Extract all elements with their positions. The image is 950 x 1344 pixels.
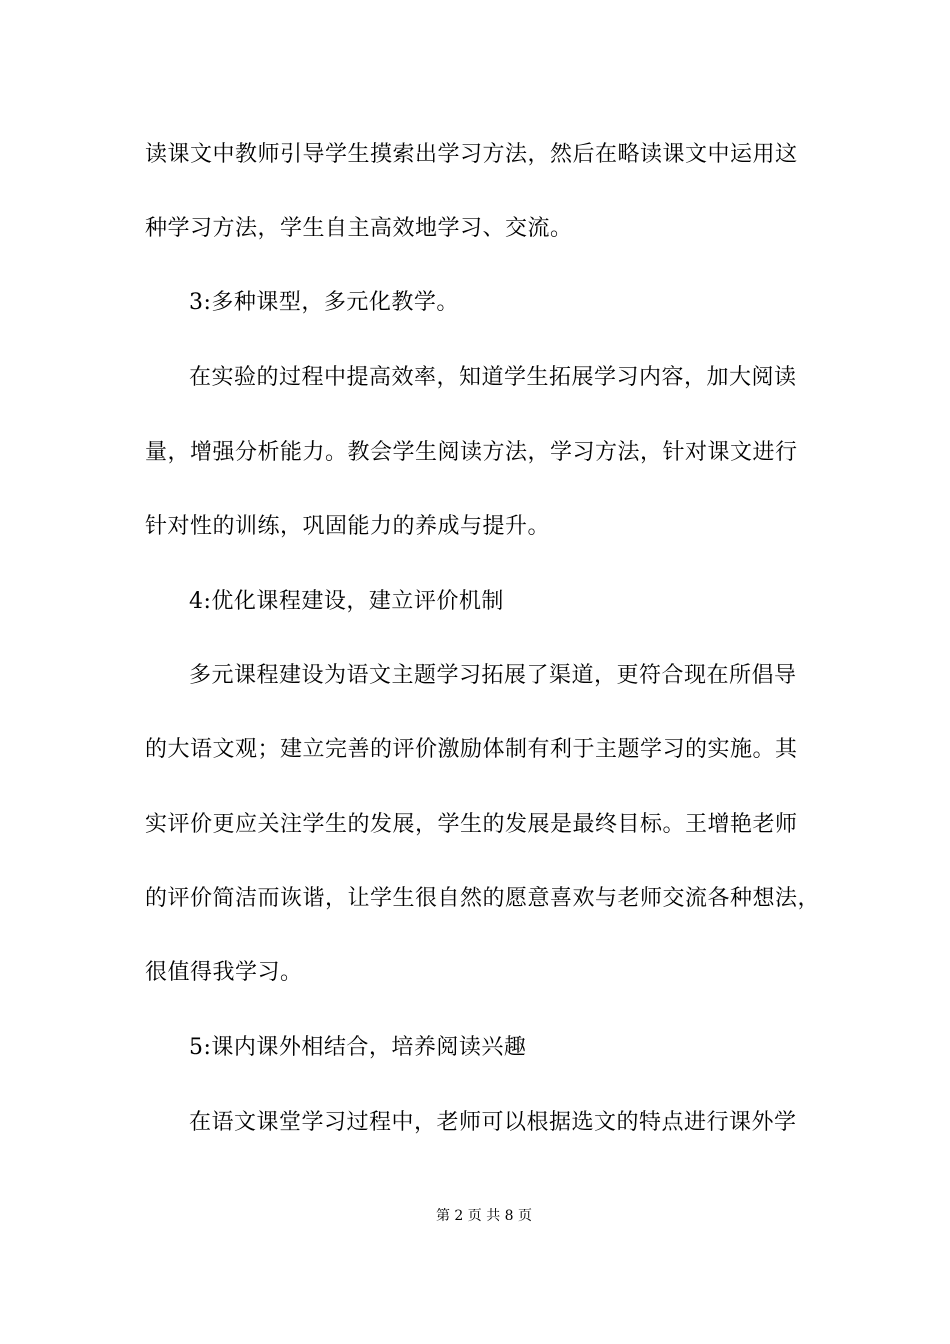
text-line: 的评价简洁而诙谐，让学生很自然的愿意喜欢与老师交流各种想法， bbox=[145, 886, 821, 911]
text-line: 很值得我学习。 bbox=[145, 960, 303, 985]
text-line: 的大语文观；建立完善的评价激励体制有利于主题学习的实施。其 bbox=[145, 737, 798, 762]
text-line: 种学习方法，学生自主高效地学习、交流。 bbox=[145, 216, 573, 241]
text-line: 实评价更应关注学生的发展，学生的发展是最终目标。王增艳老师 bbox=[145, 812, 798, 837]
text-line: 在语文课堂学习过程中，老师可以根据选文的特点进行课外学 bbox=[189, 1110, 797, 1135]
section-heading: 4:优化课程建设，建立评价机制 bbox=[189, 589, 504, 614]
text-line: 针对性的训练，巩固能力的养成与提升。 bbox=[145, 514, 551, 539]
text-line: 读课文中教师引导学生摸索出学习方法，然后在略读课文中运用这 bbox=[145, 142, 798, 167]
page-number: 第 2 页 共 8 页 bbox=[435, 1208, 533, 1224]
text-line: 量，增强分析能力。教会学生阅读方法，学习方法，针对课文进行 bbox=[145, 440, 798, 465]
text-line: 多元课程建设为语文主题学习拓展了渠道，更符合现在所倡导 bbox=[189, 663, 797, 688]
text-line: 在实验的过程中提高效率，知道学生拓展学习内容，加大阅读 bbox=[189, 365, 797, 390]
section-heading: 3:多种课型，多元化教学。 bbox=[189, 290, 459, 315]
section-heading: 5:课内课外相结合，培养阅读兴趣 bbox=[189, 1035, 527, 1060]
